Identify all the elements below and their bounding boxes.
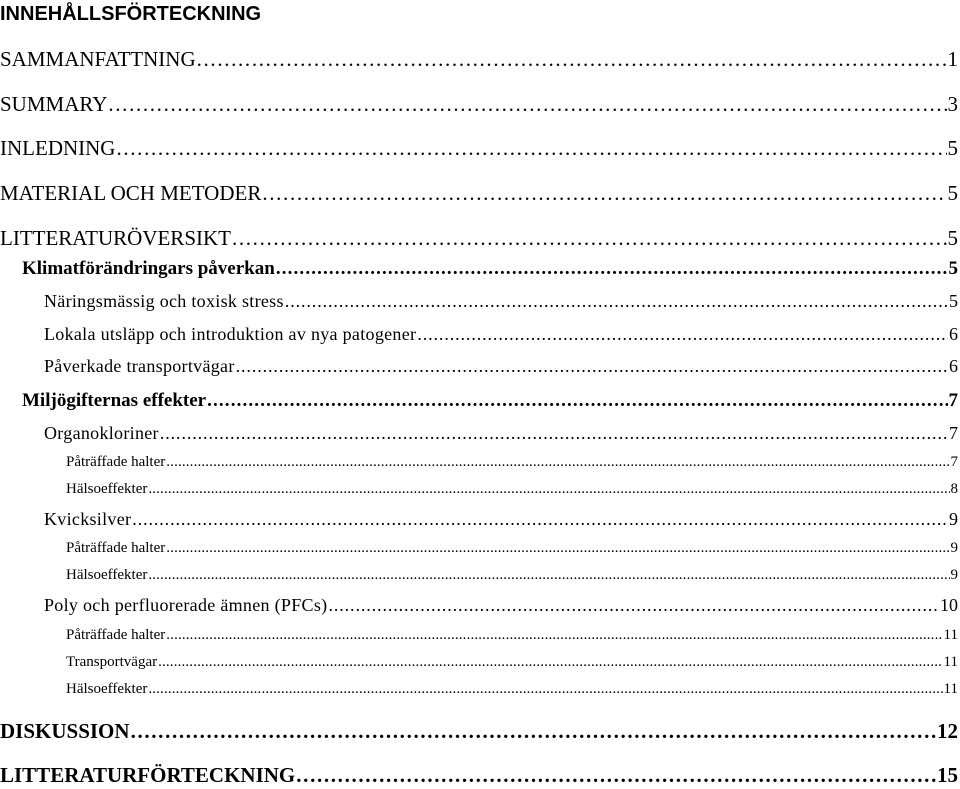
dot-leader <box>116 134 946 162</box>
toc-entry-label: LITTERATURFÖRTECKNING <box>0 763 296 787</box>
toc-entry-summary[interactable] <box>0 90 958 118</box>
toc-entry-label: Organokloriner <box>44 423 159 443</box>
dot-leader <box>108 90 946 118</box>
toc-entry-label: DISKUSSION <box>0 719 130 743</box>
toc-page-number: 9 <box>950 567 958 583</box>
toc-entry-litteraturforteckning[interactable] <box>0 761 958 789</box>
toc-page-number: 5 <box>947 136 958 160</box>
toc-page-number: 11 <box>943 654 958 670</box>
toc-entry-organokloriner[interactable] <box>44 421 958 445</box>
dot-leader <box>158 652 942 672</box>
dot-leader <box>328 593 939 617</box>
toc-entry-pfcs-halsoeffekter[interactable] <box>66 679 958 699</box>
toc-entry-label: Transportvägar <box>66 654 158 670</box>
dot-leader <box>232 224 947 252</box>
toc-page-number: 5 <box>947 181 958 205</box>
toc-entry-label: Kvicksilver <box>44 509 132 529</box>
toc-page-number: 10 <box>940 595 958 615</box>
toc-page-number: 7 <box>948 390 958 411</box>
toc-entry-label: Påträffade halter <box>66 454 166 470</box>
toc-entry-lokala-utslapp[interactable] <box>44 322 958 346</box>
toc-page-number: 9 <box>950 540 958 556</box>
toc-entry-klimatforandringars-paverkan[interactable] <box>22 256 958 282</box>
toc-entry-inledning[interactable] <box>0 134 958 162</box>
toc-entry-label: LITTERATURÖVERSIKT <box>0 226 231 250</box>
toc-entry-label: Hälsoeffekter <box>66 567 148 583</box>
toc-entry-pfcs-patraffade-halter[interactable] <box>66 625 958 645</box>
toc-entry-sammanfattning[interactable] <box>0 45 958 73</box>
toc-page-number: 15 <box>937 763 958 787</box>
toc-page-number: 11 <box>943 681 958 697</box>
toc-entry-organokloriner-patraffade-halter[interactable] <box>66 452 958 472</box>
toc-entry-diskussion[interactable] <box>0 717 958 745</box>
toc-entry-miljogifternas-effekter[interactable] <box>22 388 958 414</box>
toc-entry-label: Miljögifternas effekter <box>22 390 207 411</box>
toc-entry-material-och-metoder[interactable] <box>0 179 958 207</box>
dot-leader <box>417 322 948 346</box>
toc-page-number: 7 <box>949 423 958 443</box>
toc-page-number: 7 <box>950 454 958 470</box>
toc-entry-kvicksilver[interactable] <box>44 507 958 531</box>
toc-entry-label: SAMMANFATTNING <box>0 47 196 71</box>
toc-entry-kvicksilver-halsoeffekter[interactable] <box>66 565 958 585</box>
dot-leader <box>160 421 948 445</box>
toc-page-number: 5 <box>947 226 958 250</box>
toc-entry-label: Näringsmässig och toxisk stress <box>44 291 284 311</box>
toc-page-number: 8 <box>950 481 958 497</box>
toc-entry-pfcs-transportvagar[interactable] <box>66 652 958 672</box>
toc-entry-paverkade-transportvagar[interactable] <box>44 354 958 378</box>
toc-entry-label: Klimatförändringars påverkan <box>22 258 275 279</box>
dot-leader <box>296 761 936 789</box>
dot-leader <box>148 565 949 585</box>
toc-entry-litteraturoversikt[interactable] <box>0 224 958 252</box>
toc-entry-label: Påträffade halter <box>66 540 166 556</box>
toc-heading: INNEHÅLLSFÖRTECKNING <box>0 3 262 25</box>
toc-entry-label: Påverkade transportvägar <box>44 356 235 376</box>
dot-leader <box>148 679 942 699</box>
toc-page-number: 5 <box>948 258 958 279</box>
toc-page-number: 9 <box>949 509 958 529</box>
dot-leader <box>262 179 946 207</box>
toc-page-number: 3 <box>947 92 958 116</box>
toc-entry-label: Lokala utsläpp och introduktion av nya patogener <box>44 324 417 344</box>
dot-leader <box>132 507 948 531</box>
toc-entry-label: MATERIAL OCH METODER <box>0 181 262 205</box>
toc-entry-kvicksilver-patraffade-halter[interactable] <box>66 538 958 558</box>
dot-leader <box>207 388 947 414</box>
toc-page-number: 1 <box>947 47 958 71</box>
toc-entry-label: Hälsoeffekter <box>66 481 148 497</box>
dot-leader <box>276 256 948 282</box>
toc-page-number: 6 <box>949 324 958 344</box>
toc-page-number: 11 <box>943 627 958 643</box>
toc-page-number: 5 <box>949 291 958 311</box>
toc-entry-label: Poly och perfluorerade ämnen (PFCs) <box>44 595 328 615</box>
toc-entry-naringsmassig-och-toxisk-stress[interactable] <box>44 289 958 313</box>
toc-page-number: 12 <box>937 719 958 743</box>
dot-leader <box>236 354 948 378</box>
dot-leader <box>166 452 949 472</box>
dot-leader <box>166 625 942 645</box>
toc-entry-label: INLEDNING <box>0 136 116 160</box>
dot-leader <box>166 538 949 558</box>
toc-entry-label: SUMMARY <box>0 92 108 116</box>
dot-leader <box>131 717 936 745</box>
toc-entry-label: Påträffade halter <box>66 627 166 643</box>
toc-entry-pfcs[interactable] <box>44 593 958 617</box>
dot-leader <box>285 289 948 313</box>
dot-leader <box>148 479 949 499</box>
toc-page-number: 6 <box>949 356 958 376</box>
toc-entry-organokloriner-halsoeffekter[interactable] <box>66 479 958 499</box>
toc-entry-label: Hälsoeffekter <box>66 681 148 697</box>
dot-leader <box>197 45 947 73</box>
